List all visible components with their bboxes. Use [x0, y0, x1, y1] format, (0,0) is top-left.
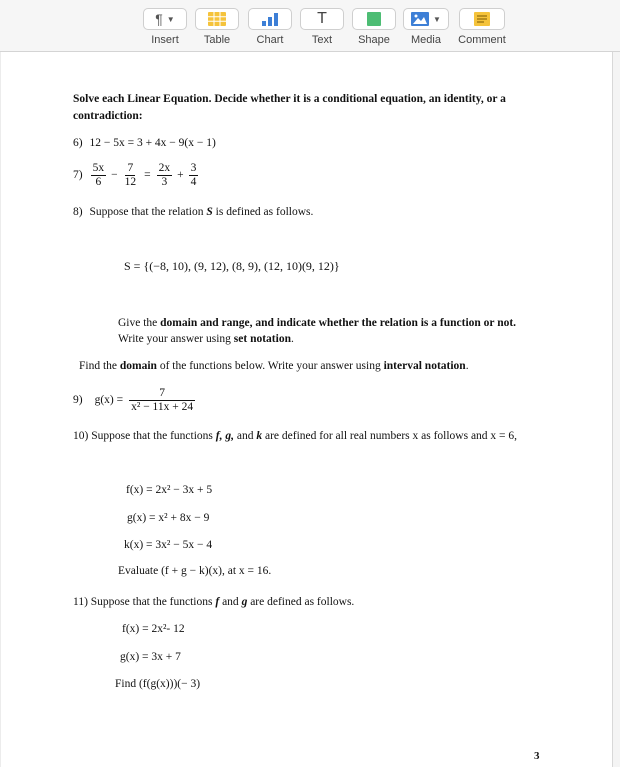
fraction-denominator: 3 [161, 175, 168, 188]
period: . [290, 333, 294, 345]
inst-bold: domain and range, and indicate whether the relation is a function or not. [160, 317, 517, 329]
q10-k: k [256, 430, 263, 442]
bar-chart-icon [261, 12, 279, 26]
shape-button[interactable] [351, 8, 397, 46]
q11-text-post: are defined as follows. [250, 596, 355, 608]
text: of the functions below. Write your answer using [159, 360, 381, 372]
q8-text-post: is defined as follows. [215, 206, 314, 218]
shape-icon [367, 12, 381, 26]
plus-sign: + [177, 169, 184, 181]
insert-button[interactable] [142, 8, 188, 46]
scrollbar[interactable] [613, 52, 620, 767]
domain-instruction [79, 359, 469, 373]
inst-text: Write your answer using [118, 333, 231, 345]
inst-bold: set notation [233, 333, 291, 345]
period: . [465, 360, 469, 372]
fraction-numerator: 2x [158, 161, 171, 174]
question-8 [73, 205, 313, 219]
question-11 [73, 595, 354, 609]
q7-number: 7) [73, 169, 83, 181]
text-icon: T [317, 10, 327, 27]
find-composition: Find (f(g(x)))(− 3) [115, 678, 201, 690]
q11-and: and [222, 596, 239, 608]
q9-fraction [129, 387, 195, 414]
q9-number: 9) [73, 394, 83, 406]
function-g-11: g(x) = 3x + 7 [120, 651, 181, 663]
chart-label: Chart [256, 34, 284, 46]
table-label: Table [203, 34, 231, 46]
q6-equation: 12 − 5x = 3 + 4x − 9(x − 1) [89, 137, 216, 149]
q9-lhs: g(x) = [94, 394, 124, 406]
question-6 [73, 136, 216, 150]
fraction-3-4 [189, 162, 199, 189]
media-label: Media [411, 34, 441, 46]
text: Find the [79, 360, 118, 372]
page-number: 3 [534, 750, 540, 762]
fraction-numerator: 7 [129, 387, 195, 401]
chevron-down-icon: ▼ [433, 14, 441, 24]
question-10 [73, 429, 517, 443]
evaluate-instruction: Evaluate (f + g − k)(x), at x = 16. [118, 565, 272, 577]
fraction-numerator: 5x [92, 161, 105, 174]
q11-g: g [241, 596, 248, 608]
pilcrow-icon: ¶ [155, 11, 163, 27]
comment-icon [474, 12, 490, 26]
table-icon [208, 12, 226, 26]
text-button[interactable] [300, 8, 344, 46]
question-9 [73, 383, 197, 417]
function-k: k(x) = 3x² − 5x − 4 [124, 539, 213, 551]
document-page[interactable] [1, 52, 613, 767]
q11-f: f [215, 596, 220, 608]
function-f-11: f(x) = 2x²- 12 [122, 623, 185, 635]
comment-label: Comment [458, 34, 506, 46]
media-button[interactable] [403, 8, 449, 46]
function-f: f(x) = 2x² − 3x + 5 [126, 484, 213, 496]
question-7 [73, 160, 200, 190]
comment-button[interactable] [456, 8, 508, 46]
text-label: Text [311, 34, 333, 46]
q10-functions: f, g, [215, 430, 234, 442]
q10-text: 10) Suppose that the functions [73, 430, 213, 442]
fraction-7-12 [123, 162, 139, 189]
text-bold: interval notation [383, 360, 466, 372]
q10-text-post: are defined for all real numbers x as follows and x = 6, [264, 430, 518, 442]
q8-number: 8) [73, 206, 83, 218]
relation-set: S = {(−8, 10), (9, 12), (8, 9), (12, 10)(9, 12)} [124, 259, 340, 273]
q11-text: 11) Suppose that the functions [73, 596, 213, 608]
inst-text: Give the [118, 317, 158, 329]
fraction-denominator: 4 [190, 175, 197, 188]
fraction-denominator: 6 [95, 175, 102, 188]
function-g: g(x) = x² + 8x − 9 [127, 512, 210, 524]
table-button[interactable] [195, 8, 239, 46]
insert-label: Insert [151, 34, 179, 46]
fraction-numerator: 3 [190, 161, 197, 174]
fraction-2x-3 [157, 162, 173, 189]
chart-button[interactable] [247, 8, 293, 46]
fraction-5x-6 [91, 162, 107, 189]
q8-instruction-line1 [118, 316, 516, 330]
shape-label: Shape [358, 34, 390, 46]
fraction-denominator: x² − 11x + 24 [131, 400, 194, 413]
toolbar [0, 0, 620, 52]
equals-sign: = [144, 169, 151, 181]
media-icon [411, 12, 429, 26]
q10-and: and [236, 430, 254, 442]
fraction-numerator: 7 [127, 161, 134, 174]
q6-number: 6) [73, 137, 83, 149]
chevron-down-icon: ▼ [166, 14, 175, 24]
heading-line2: contradiction: [73, 110, 143, 122]
q8-instruction-line2 [118, 332, 294, 346]
minus-sign: − [111, 169, 118, 181]
fraction-denominator: 12 [124, 175, 137, 188]
heading: Solve each Linear Equation. Decide whether it is a conditional equation, an identity, or a [73, 93, 506, 105]
text-bold: domain [119, 360, 157, 372]
q8-variable: S [206, 206, 213, 218]
q8-text-pre: Suppose that the relation [89, 206, 204, 218]
